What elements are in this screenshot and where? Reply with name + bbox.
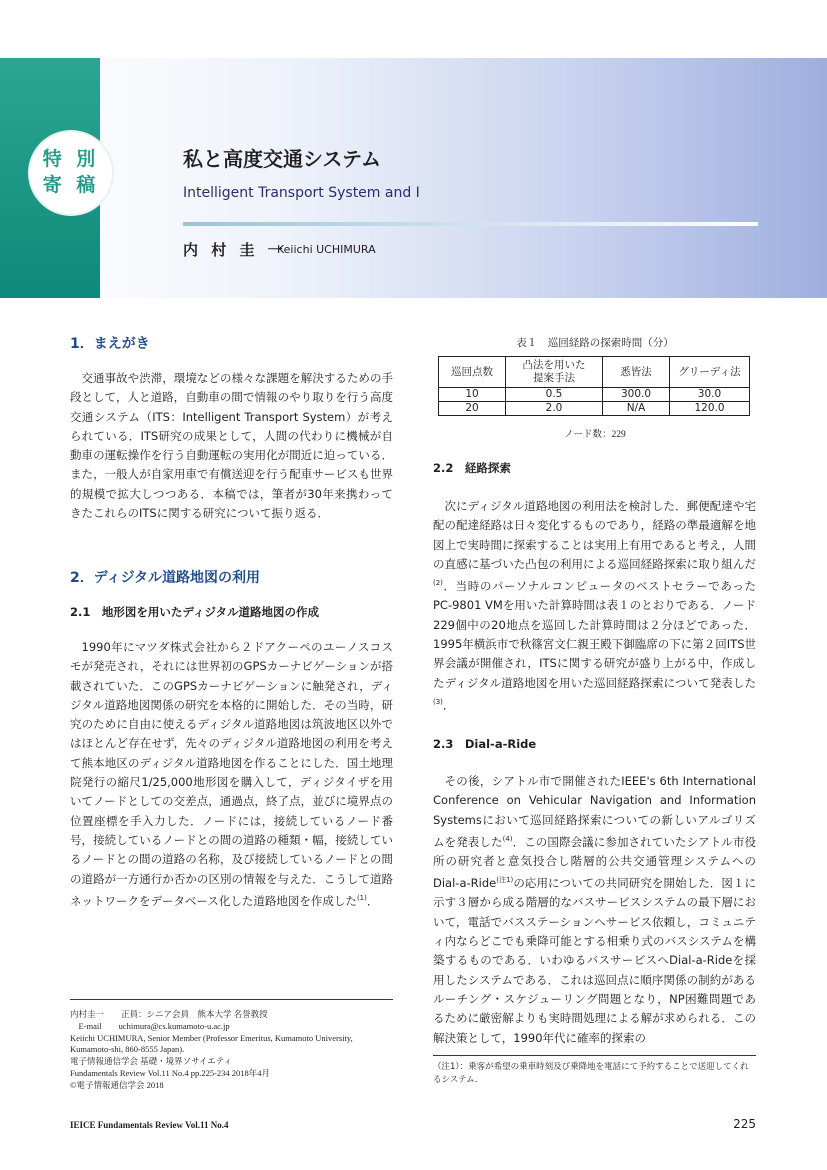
- table-cell: 30.0: [670, 388, 750, 402]
- subsection-2-3-heading: 2.3 Dial-a-Ride: [433, 737, 537, 751]
- article-title-en: Intelligent Transport System and I: [183, 185, 420, 201]
- subsection-2-2-body: 次にディジタル道路地図の利用法を検討した．郵便配達や宅配の配達経路は日々変化するものであり，経路の準最適解を地図上で実時間に探索することは実用上有用であると考え，人間の直感に基づいた凸包の利用による巡回経路探索に取り組んだ$^{(2)}$．当時のパーソナルコンピュータのベストセラーであったPC-9801 VMを用いた計算時間は表１のとおりである．ノード229個中の20地点を巡回した計算時間は２分ほどであった．1995年横浜市で秋篠宮文仁親王殿下御臨席の下に第２回ITS世界会議が開催され，ITSに関する研究が盛り上がる中，作成したディジタル道路地図を用いた巡回経路探索について発表した$^{(3)}$．: [433, 499, 756, 712]
- page-number: 225: [733, 1117, 756, 1131]
- table-cell: N/A: [603, 402, 670, 416]
- footnote-divider-left: [70, 999, 393, 1000]
- table-cell: 10: [439, 388, 506, 402]
- table-header-cell: グリーディ法: [670, 357, 750, 388]
- badge-text: 特 別 寄 稿: [42, 148, 100, 196]
- journal-footer: IEICE Fundamentals Review Vol.11 No.4: [70, 1120, 229, 1130]
- table-1-caption: 表１ 巡回経路の探索時間（分）: [516, 337, 674, 349]
- article-title-jp: 私と高度交通システム: [183, 147, 381, 171]
- table-cell: 0.5: [506, 388, 603, 402]
- table-header-row: [439, 357, 750, 388]
- title-divider: [183, 222, 758, 226]
- subsection-2-1-body: 1990年にマツダ株式会社から２ドアクーペのユーノスコスモが発売され，それには世界初のGPSカーナビゲーションが搭載されていた．このGPSカーナビゲーションに触発され，ディジタル道路地図関係の研究を本格的に開始した．その当時，研究のために自由に使えるディジタル道路地図は筑波地区以外ではほとんど存在せず，先々のディジタル道路地図の利用を考えて熊本地区のディジタル道路地図を作ることにした．国土地理院発行の縮尺1/25,000地形図を購入して，ディジタイザを用いてノードとしての交差点，通過点，終了点，並びに境界点の位置座標を手入力した．ノードには，接続しているノード番号，接続しているノードとの間の道路の種類・幅，接続しているノードとの間の道路の名称，及び接続しているノードとの間の道路が一方通行か否かの区別の情報を与えた．こうして道路ネットワークをデータベース化した道路地図を作成した$^{(1)}$．: [70, 640, 393, 908]
- footnote-divider-right: [433, 1055, 756, 1056]
- table-1: [438, 356, 750, 416]
- subsection-2-3-body: その後，シアトル市で開催されたIEEE's 6th International Conference on Vehicular Navigation and Information Systemsにおいて巡回経路探索についての新しいアルゴリズムを発表した$^{(4)}$．この国際会議に参加されていたシアトル市役所の研究者と意気投合し階層的公共交通管理システムへのDial-a-Ride$^{(注1)}$の応用についての共同研究を開始した．図１に示す３層から成る階層的なバスサービスシステムの最下層において，電話でバスステーションへサービス依頼し，コミュニティ内ならどこでも乗降可能とする相乗り式のバスシステムを構築するものである．いわゆるバスサービスへDial-a-Rideを採用したシステムである．これは巡回点に順序関係の制約があるルーチング・スケジューリング問題となり，NP困難問題であるために厳密解よりも実時間処理による解が求められる．この解決策として，1990年代に確率的探索の: [433, 774, 757, 1045]
- table-cell: 120.0: [670, 402, 750, 416]
- special-contribution-badge: [30, 132, 112, 214]
- table-header-cell: 凸法を用いた 提案手法: [506, 357, 603, 388]
- table-1-note: ノード数：229: [564, 430, 626, 440]
- section-1-body: 交通事故や渋滞，環境などの様々な課題を解決するための手段として，人と道路，自動車の間で情報のやり取りを行う高度交通システム（ITS：Intelligent Transport System）が考えられている．ITS研究の成果として，人間の代わりに機械が自動車の運転操作を行う自動運転の実用化が間近に迫っている．また，一般人が自家用車で有償送迎を行う配車サービスも世界的規模で拡大しつつある．本稿では，筆者が30年来携わってきたこれらのITSに関する研究について振り返る．: [70, 371, 393, 521]
- subsection-2-2-heading: 2.2 経路探索: [433, 461, 511, 475]
- dial-a-ride-footnote: （注1）：乗客が希望の乗車時刻及び乗降地を電話にて予約することで送迎してくれるシステム．: [433, 1062, 749, 1085]
- section-1-heading: 1．まえがき: [70, 336, 150, 352]
- author-footnote: 内村圭一 正員：シニア会員 熊本大学 名誉教授 E-mail uchimura@cs.kumamoto-u.ac.jp Keiichi UCHIMURA, Senior Member (Professor Emeritus, Kumamoto University, Kumamoto-shi, 860-8555 Japan). 電子情報通信学会 基礎・境界ソサイエティ Fundamentals Review Vol.11 No.4 pp.225-234 2018年4月 ©電子情報通信学会 2018: [70, 1009, 353, 1090]
- section-2-heading: 2．ディジタル道路地図の利用: [70, 570, 261, 586]
- author-name-jp: 内 村 圭 一: [183, 241, 287, 259]
- table-header-cell: 巡回点数: [439, 357, 506, 388]
- table-cell: 20: [439, 402, 506, 416]
- table-row: [439, 388, 750, 402]
- table-cell: 300.0: [603, 388, 670, 402]
- header-banner: [0, 58, 827, 298]
- table-header-cell: 悉皆法: [603, 357, 670, 388]
- table-row: [439, 402, 750, 416]
- table-cell: 2.0: [506, 402, 603, 416]
- author-name-en: Keiichi UCHIMURA: [277, 243, 376, 256]
- subsection-2-1-heading: 2.1 地形図を用いたディジタル道路地図の作成: [70, 605, 319, 619]
